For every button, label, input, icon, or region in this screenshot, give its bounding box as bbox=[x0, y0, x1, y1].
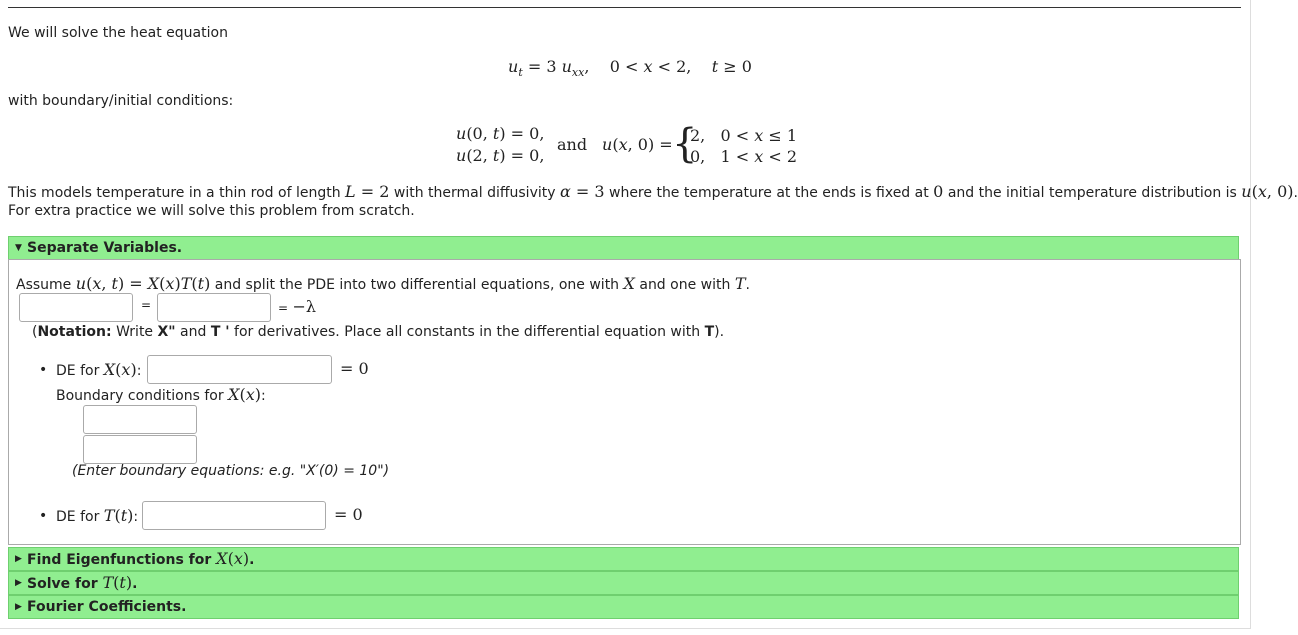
separation-right-input[interactable] bbox=[157, 293, 271, 322]
brace: { bbox=[672, 121, 698, 167]
bc-input-2[interactable] bbox=[83, 435, 197, 464]
practice-note: For extra practice we will solve this problem from scratch. bbox=[8, 203, 415, 219]
caret-down-icon: ▼ bbox=[15, 243, 22, 253]
accordion-find-eigenfunctions[interactable]: ▶ Find Eigenfunctions for X(x). bbox=[8, 547, 1239, 571]
accordion-solve-for-t[interactable]: ▶ Solve for T(t). bbox=[8, 571, 1239, 595]
accordion-title: Fourier Coefficients. bbox=[27, 599, 187, 615]
caret-right-icon: ▶ bbox=[15, 554, 22, 564]
separation-left-input[interactable] bbox=[19, 293, 133, 322]
de-x-equals-zero: = 0 bbox=[340, 359, 369, 378]
model-description: This models temperature in a thin rod of length L = 2 with thermal diffusivity α = 3 where the temperature at the ends is fixed at 0 and the initial temperature distribution is u(x, 0). bbox=[8, 182, 1298, 201]
intro-line-1: We will solve the heat equation bbox=[8, 25, 228, 41]
top-divider bbox=[8, 7, 1241, 8]
and-word: and bbox=[557, 135, 588, 154]
boundary-conditions: u(0, t) = 0, u(2, t) = 0, bbox=[456, 124, 545, 165]
bc-label: Boundary conditions for X(x): bbox=[56, 385, 266, 404]
equals-sign: = bbox=[141, 298, 152, 312]
initial-condition-lhs: u(x, 0) = bbox=[602, 135, 673, 154]
accordion-title: Find Eigenfunctions for bbox=[27, 552, 212, 568]
caret-right-icon: ▶ bbox=[15, 602, 22, 612]
intro-line-2: with boundary/initial conditions: bbox=[8, 93, 234, 109]
bc-hint: (Enter boundary equations: e.g. "X′(0) = 10") bbox=[72, 463, 390, 479]
initial-condition-cases: 2, 0 < x ≤ 1 0, 1 < x < 2 bbox=[690, 126, 798, 166]
notation-note: (Notation: Write X" and T ' for derivatives. Place all constants in the differential equation with T). bbox=[32, 324, 725, 340]
de-t-label: DE for T(t): bbox=[56, 506, 139, 525]
accordion-separate-variables[interactable] bbox=[8, 236, 1239, 260]
bc-input-1[interactable] bbox=[83, 405, 197, 434]
accordion-title: Solve for bbox=[27, 576, 98, 592]
caret-right-icon: ▶ bbox=[15, 578, 22, 588]
bullet: • bbox=[39, 362, 48, 378]
heat-equation: $u_t = 3$ $u_{xx}$, 0 < x < 2, t ≥ 0 bbox=[508, 57, 752, 79]
de-x-label: DE for X(x): bbox=[56, 360, 142, 379]
assume-line: Assume u(x, t) = X(x)T(t) and split the PDE into two differential equations, one with X and one with T. bbox=[16, 274, 750, 293]
accordion-title: Separate Variables. bbox=[27, 240, 183, 256]
equals-minus-lambda: = −λ bbox=[278, 297, 317, 316]
de-t-input[interactable] bbox=[142, 501, 326, 530]
accordion-fourier-coefficients[interactable] bbox=[8, 595, 1239, 619]
de-t-equals-zero: = 0 bbox=[334, 505, 363, 524]
de-x-input[interactable] bbox=[147, 355, 332, 384]
bullet: • bbox=[39, 508, 48, 524]
